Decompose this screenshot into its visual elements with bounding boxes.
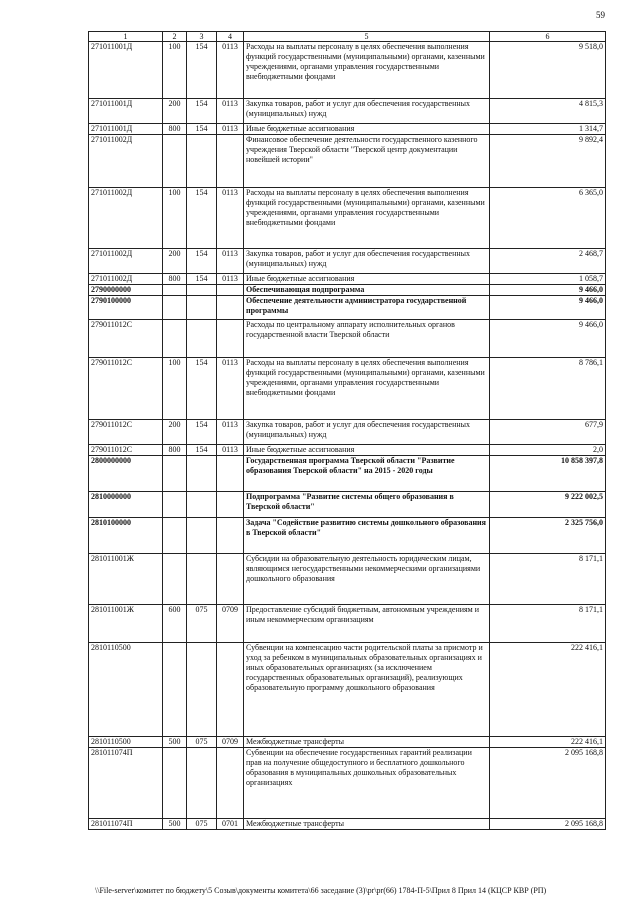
- cell-description: Финансовое обеспечение деятельности государственного казенного учреждения Тверской области "Тверской центр документации новейшей истории": [244, 135, 490, 188]
- cell-col2: 100: [163, 358, 187, 420]
- cell-code: 2810000000: [89, 492, 163, 518]
- cell-col4: [217, 554, 244, 605]
- cell-col3: [187, 456, 217, 492]
- cell-code: 281011074П: [89, 819, 163, 830]
- cell-col3: 154: [187, 358, 217, 420]
- cell-col3: 154: [187, 274, 217, 285]
- cell-description: Расходы на выплаты персоналу в целях обеспечения выполнения функций государственными (муниципальными) органами, казенными учреждениями, органами управления государственными внебюджетными фондами: [244, 358, 490, 420]
- cell-col3: 154: [187, 420, 217, 445]
- cell-code: 2810110500: [89, 643, 163, 737]
- cell-description: Расходы на выплаты персоналу в целях обеспечения выполнения функций государственными (муниципальными) органами, казенными учреждениями, органами управления государственными внебюджетными фондами: [244, 42, 490, 99]
- cell-col4: [217, 456, 244, 492]
- cell-col4: [217, 492, 244, 518]
- cell-code: 279011012С: [89, 358, 163, 420]
- cell-col2: 200: [163, 99, 187, 124]
- cell-amount: 8 786,1: [490, 358, 606, 420]
- cell-amount: 9 466,0: [490, 320, 606, 358]
- cell-col3: [187, 518, 217, 554]
- table-row: [89, 737, 606, 748]
- cell-col4: [217, 518, 244, 554]
- cell-amount: 9 466,0: [490, 285, 606, 296]
- cell-col4: [217, 296, 244, 320]
- cell-col4: [217, 285, 244, 296]
- cell-amount: 4 815,3: [490, 99, 606, 124]
- cell-amount: 9 518,0: [490, 42, 606, 99]
- cell-amount: 9 466,0: [490, 296, 606, 320]
- table-body: [89, 42, 606, 830]
- cell-col3: [187, 135, 217, 188]
- cell-description: Закупка товаров, работ и услуг для обеспечения государственных (муниципальных) нужд: [244, 99, 490, 124]
- cell-amount: 2 325 756,0: [490, 518, 606, 554]
- table-row: [89, 274, 606, 285]
- cell-col4: [217, 643, 244, 737]
- cell-col4: [217, 135, 244, 188]
- cell-col2: 200: [163, 420, 187, 445]
- cell-col3: 075: [187, 605, 217, 643]
- table-row: [89, 320, 606, 358]
- cell-col4: [217, 320, 244, 358]
- cell-amount: 9 892,4: [490, 135, 606, 188]
- cell-col2: [163, 518, 187, 554]
- cell-description: Задача "Содействие развитию системы дошкольного образования в Тверской области": [244, 518, 490, 554]
- table-row: [89, 643, 606, 737]
- cell-col2: 800: [163, 445, 187, 456]
- cell-amount: 222 416,1: [490, 737, 606, 748]
- table-row: [89, 124, 606, 135]
- cell-description: Межбюджетные трансферты: [244, 819, 490, 830]
- cell-amount: 10 858 397,8: [490, 456, 606, 492]
- cell-col2: [163, 320, 187, 358]
- cell-code: 271011001Д: [89, 42, 163, 99]
- cell-description: Расходы по центральному аппарату исполнительных органов государственной власти Тверской области: [244, 320, 490, 358]
- cell-amount: 2 095 168,8: [490, 819, 606, 830]
- cell-code: 2810110500: [89, 737, 163, 748]
- cell-col2: 500: [163, 819, 187, 830]
- table-row: [89, 420, 606, 445]
- cell-col2: 200: [163, 249, 187, 274]
- file-path-footer: \\File-server\комитет по бюджету\5 Созыв\документы комитета\66 заседание (3)\pr\pr(66) 1784-П-5\Прил 8 Прил 14 (КЦСР КВР (РП): [95, 886, 547, 895]
- cell-code: 279011012С: [89, 420, 163, 445]
- cell-col4: 0113: [217, 358, 244, 420]
- cell-col4: 0113: [217, 124, 244, 135]
- cell-col3: [187, 643, 217, 737]
- cell-code: 271011002Д: [89, 274, 163, 285]
- cell-col3: [187, 285, 217, 296]
- cell-description: Субвенции на обеспечение государственных гарантий реализации прав на получение общедоступного и бесплатного дошкольного образования в муниципальных дошкольных образовательных организациях: [244, 748, 490, 819]
- cell-col2: 100: [163, 42, 187, 99]
- cell-amount: 8 171,1: [490, 554, 606, 605]
- column-header: 1: [89, 32, 163, 42]
- cell-col4: 0113: [217, 420, 244, 445]
- cell-description: Предоставление субсидий бюджетным, автономным учреждениям и иным некоммерческим организациям: [244, 605, 490, 643]
- cell-amount: 2,0: [490, 445, 606, 456]
- cell-amount: 2 468,7: [490, 249, 606, 274]
- cell-amount: 1 314,7: [490, 124, 606, 135]
- cell-amount: 8 171,1: [490, 605, 606, 643]
- table-row: [89, 492, 606, 518]
- cell-description: Субвенции на компенсацию части родительской платы за присмотр и уход за ребенком в муниципальных образовательных организациях и иных образовательных организациях (за исключением государственных образовательных организаций), реализующих образовательную программу дошкольного образования: [244, 643, 490, 737]
- cell-col2: 800: [163, 124, 187, 135]
- cell-col4: 0113: [217, 249, 244, 274]
- table-row: [89, 42, 606, 99]
- cell-description: Подпрограмма "Развитие системы общего образования в Тверской области": [244, 492, 490, 518]
- cell-col3: [187, 492, 217, 518]
- column-header: 6: [490, 32, 606, 42]
- table-row: [89, 445, 606, 456]
- cell-col4: 0113: [217, 445, 244, 456]
- cell-col3: [187, 554, 217, 605]
- table-row: [89, 296, 606, 320]
- cell-col3: 154: [187, 42, 217, 99]
- column-header: 2: [163, 32, 187, 42]
- cell-code: 281011074П: [89, 748, 163, 819]
- table-row: [89, 554, 606, 605]
- budget-table: [88, 31, 606, 830]
- column-header: 3: [187, 32, 217, 42]
- cell-code: 279011012С: [89, 445, 163, 456]
- cell-amount: 9 222 002,5: [490, 492, 606, 518]
- cell-code: 271011002Д: [89, 188, 163, 249]
- cell-col2: [163, 492, 187, 518]
- cell-col4: 0113: [217, 188, 244, 249]
- cell-col4: 0709: [217, 605, 244, 643]
- table-row: [89, 748, 606, 819]
- cell-col2: [163, 748, 187, 819]
- cell-description: Иные бюджетные ассигнования: [244, 445, 490, 456]
- cell-amount: 222 416,1: [490, 643, 606, 737]
- table-row: [89, 285, 606, 296]
- cell-col4: 0709: [217, 737, 244, 748]
- cell-code: 271011001Д: [89, 124, 163, 135]
- cell-col3: 154: [187, 124, 217, 135]
- table-row: [89, 358, 606, 420]
- cell-col2: [163, 554, 187, 605]
- cell-col2: 500: [163, 737, 187, 748]
- cell-col4: 0701: [217, 819, 244, 830]
- cell-code: 281011001Ж: [89, 554, 163, 605]
- cell-description: Закупка товаров, работ и услуг для обеспечения государственных (муниципальных) нужд: [244, 420, 490, 445]
- table-row: [89, 605, 606, 643]
- cell-col4: 0113: [217, 274, 244, 285]
- table-header-row: [89, 32, 606, 42]
- cell-code: 2800000000: [89, 456, 163, 492]
- cell-col3: 154: [187, 445, 217, 456]
- cell-col2: 800: [163, 274, 187, 285]
- cell-col3: [187, 320, 217, 358]
- column-header: 5: [244, 32, 490, 42]
- table-row: [89, 819, 606, 830]
- cell-col3: 154: [187, 188, 217, 249]
- cell-description: Иные бюджетные ассигнования: [244, 124, 490, 135]
- cell-col4: 0113: [217, 42, 244, 99]
- table-row: [89, 456, 606, 492]
- cell-col2: [163, 135, 187, 188]
- cell-code: 2790000000: [89, 285, 163, 296]
- cell-amount: 1 058,7: [490, 274, 606, 285]
- cell-amount: 677,9: [490, 420, 606, 445]
- column-header: 4: [217, 32, 244, 42]
- cell-col4: 0113: [217, 99, 244, 124]
- cell-code: 2810100000: [89, 518, 163, 554]
- table-row: [89, 188, 606, 249]
- cell-description: Обеспечивающая подпрограмма: [244, 285, 490, 296]
- cell-col2: [163, 285, 187, 296]
- cell-description: Субсидии на образовательную деятельность юридическим лицам, являющимся негосударственными некоммерческими организациями дошкольного образования: [244, 554, 490, 605]
- cell-code: 271011001Д: [89, 99, 163, 124]
- cell-col3: 154: [187, 99, 217, 124]
- cell-col2: 600: [163, 605, 187, 643]
- cell-col2: 100: [163, 188, 187, 249]
- cell-code: 271011002Д: [89, 249, 163, 274]
- cell-col2: [163, 456, 187, 492]
- cell-amount: 2 095 168,8: [490, 748, 606, 819]
- cell-description: Межбюджетные трансферты: [244, 737, 490, 748]
- cell-amount: 6 365,0: [490, 188, 606, 249]
- table-row: [89, 135, 606, 188]
- page-number: 59: [596, 10, 605, 20]
- table-row: [89, 99, 606, 124]
- cell-description: Расходы на выплаты персоналу в целях обеспечения выполнения функций государственными (муниципальными) органами, казенными учреждениями, органами управления государственными внебюджетными фондами: [244, 188, 490, 249]
- cell-description: Закупка товаров, работ и услуг для обеспечения государственных (муниципальных) нужд: [244, 249, 490, 274]
- cell-code: 2790100000: [89, 296, 163, 320]
- cell-col3: 154: [187, 249, 217, 274]
- cell-description: Государственная программа Тверской области "Развитие образования Тверской области" на 2015 - 2020 годы: [244, 456, 490, 492]
- cell-col3: 075: [187, 819, 217, 830]
- table-row: [89, 518, 606, 554]
- cell-col3: [187, 748, 217, 819]
- cell-code: 271011002Д: [89, 135, 163, 188]
- cell-code: 281011001Ж: [89, 605, 163, 643]
- table-row: [89, 249, 606, 274]
- cell-description: Обеспечение деятельности администратора государственной программы: [244, 296, 490, 320]
- cell-col3: 075: [187, 737, 217, 748]
- cell-col2: [163, 643, 187, 737]
- cell-col2: [163, 296, 187, 320]
- cell-col3: [187, 296, 217, 320]
- cell-description: Иные бюджетные ассигнования: [244, 274, 490, 285]
- cell-col4: [217, 748, 244, 819]
- cell-code: 279011012С: [89, 320, 163, 358]
